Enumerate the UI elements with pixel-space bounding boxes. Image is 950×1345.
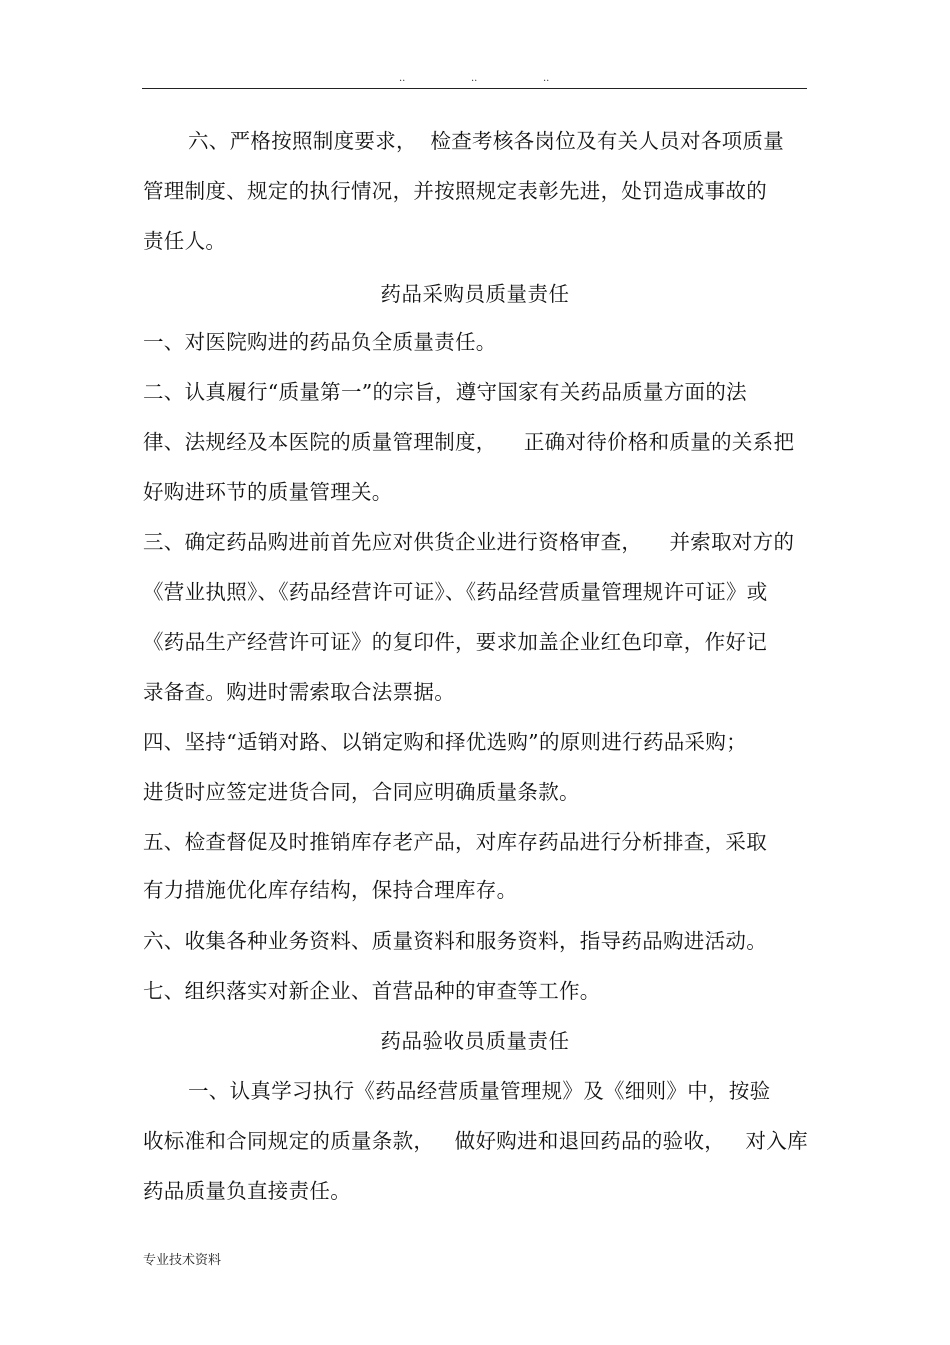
paragraph-line: 《营业执照》、《药品经营许可证》、《药品经营质量管理规许可证》或: [143, 580, 768, 604]
paragraph-line: 进货时应签定进货合同，合同应明确质量条款。: [143, 780, 580, 804]
paragraph-line: 七、组织落实对新企业、首营品种的审查等工作。: [143, 979, 601, 1003]
header-mark: ..: [399, 73, 406, 84]
header-marks: [0, 74, 950, 86]
paragraph-line: 二、认真履行“质量第一”的宗旨，遵守国家有关药品质量方面的法: [143, 380, 747, 404]
header-mark: ..: [543, 73, 550, 84]
page-footer: 专业技术资料: [143, 1253, 222, 1268]
paragraph-line: 管理制度、规定的执行情况，并按照规定表彰先进，处罚造成事故的: [143, 179, 767, 203]
paragraph-line: 律、法规经及本医院的质量管理制度， 正确对待价格和质量的关系把: [143, 430, 795, 454]
paragraph-line: 五、检查督促及时推销库存老产品，对库存药品进行分析排查，采取: [143, 830, 767, 854]
paragraph-line: 四、坚持“适销对路、以销定购和择优选购”的原则进行药品采购；: [143, 730, 747, 754]
paragraph-line: 录备查。购进时需索取合法票据。: [143, 680, 455, 704]
paragraph-line: 一、认真学习执行《药品经营质量管理规》及《细则》中，按验: [188, 1079, 771, 1103]
header-mark: ..: [471, 73, 478, 84]
paragraph-line: 责任人。: [143, 229, 227, 253]
paragraph-line: 药品质量负直接责任。: [143, 1179, 351, 1203]
paragraph-line: 收标准和合同规定的质量条款， 做好购进和退回药品的验收， 对入库: [143, 1129, 808, 1153]
paragraph-line: 好购进环节的质量管理关。: [143, 480, 393, 504]
paragraph-line: 一、对医院购进的药品负全质量责任。: [143, 330, 497, 354]
paragraph-line: 六、收集各种业务资料、质量资料和服务资料，指导药品购进活动。: [143, 929, 767, 953]
paragraph-line: 有力措施优化库存结构，保持合理库存。: [143, 878, 518, 902]
paragraph-line: 《药品生产经营许可证》的复印件，要求加盖企业红色印章，作好记: [143, 630, 767, 654]
header-rule: [142, 88, 807, 89]
paragraph-line: 六、严格按照制度要求， 检查考核各岗位及有关人员对各项质量: [188, 129, 785, 153]
section-title: 药品验收员质量责任: [380, 1029, 570, 1053]
paragraph-line: 三、确定药品购进前首先应对供货企业进行资格审查， 并索取对方的: [143, 530, 795, 554]
section-title: 药品采购员质量责任: [380, 282, 570, 306]
